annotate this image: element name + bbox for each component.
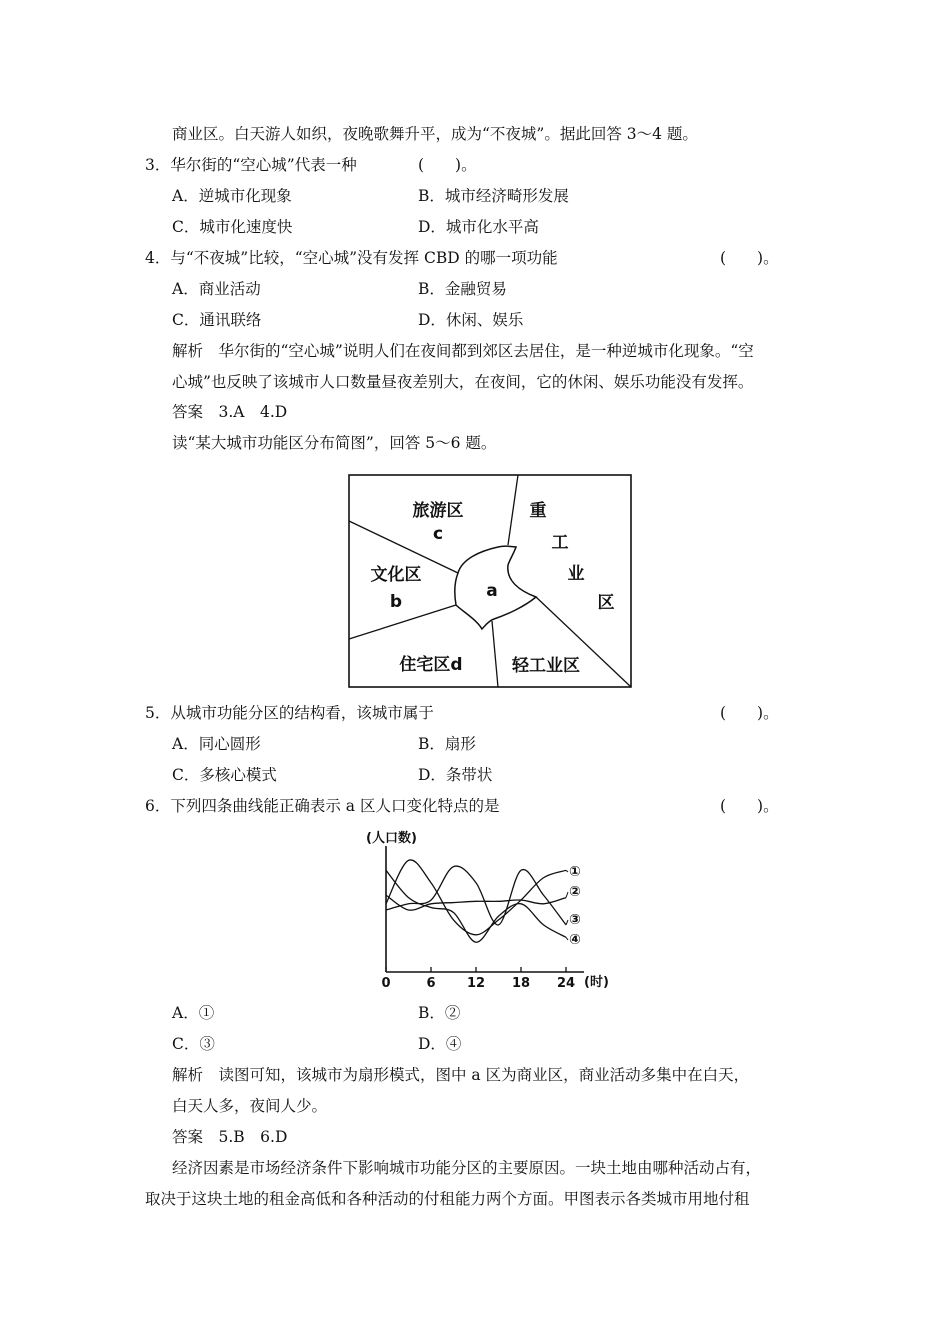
- chart-x-tick-label: 6: [426, 976, 436, 991]
- chart-x-tick-label: 0: [381, 976, 391, 991]
- map-label-heavy-1: 重: [529, 501, 547, 521]
- question-6-option-b: B．②: [418, 1004, 461, 1022]
- question-3-option-d: D．城市化水平高: [418, 218, 539, 236]
- chart-series-leader-2: [566, 892, 568, 898]
- question-4-option-a: A．商业活动: [172, 280, 261, 298]
- question-5-option-c: C．多核心模式: [172, 766, 277, 784]
- question-4-option-b: B．金融贸易: [418, 280, 507, 298]
- analysis-56-line2: 白天人多，夜间人少。: [172, 1097, 328, 1115]
- chart-series-line-1: [386, 860, 566, 935]
- population-chart: [362, 826, 612, 996]
- paragraph-line2: 取决于这块土地的租金高低和各种活动的付租能力两个方面。甲图表示各类城市用地付租: [145, 1190, 750, 1208]
- question-3-option-b: B．城市经济畸形发展: [418, 187, 569, 205]
- chart-series-label-3: ③: [569, 912, 581, 928]
- map-label-light-industry: 轻工业区: [512, 656, 580, 676]
- question-4-option-d: D．休闲、娱乐: [418, 311, 524, 329]
- chart-series-label-4: ④: [569, 932, 581, 948]
- chart-series-leader-1: [566, 870, 568, 872]
- map-label-center-code: a: [486, 581, 498, 601]
- map-label-heavy-3: 业: [567, 564, 585, 584]
- question-4-stem: 4．与“不夜城”比较，“空心城”没有发挥 CBD 的哪一项功能: [145, 249, 558, 267]
- answer-56: 答案 5.B 6.D: [172, 1128, 288, 1146]
- chart-x-tick-label: 18: [511, 976, 531, 991]
- chart-series-line-3: [386, 866, 566, 925]
- analysis-34-line1: 解析 华尔街的“空心城”说明人们在夜间都到郊区去居住，是一种逆城市化现象。“空: [172, 342, 754, 360]
- city-function-map: [346, 473, 634, 690]
- question-3-stem: 3．华尔街的“空心城”代表一种: [145, 156, 357, 174]
- analysis-56-line1: 解析 读图可知，该城市为扇形模式，图中 a 区为商业区，商业活动多集中在白天，: [172, 1066, 750, 1084]
- map-label-culture: 文化区: [370, 565, 422, 585]
- question-3-option-a: A．逆城市化现象: [172, 187, 292, 205]
- paragraph-line1: 经济因素是市场经济条件下影响城市功能分区的主要原因。一块土地由哪种活动占有，: [172, 1159, 762, 1177]
- map-label-tourism-code: c: [432, 524, 444, 544]
- question-5-option-b: B．扇形: [418, 735, 476, 753]
- question-6-option-c: C．③: [172, 1035, 215, 1053]
- map-label-residential: 住宅区d: [399, 655, 463, 675]
- question-4-option-c: C．通讯联络: [172, 311, 262, 329]
- question-6-stem: 6．下列四条曲线能正确表示 a 区人口变化特点的是: [145, 797, 500, 815]
- question-6-option-a: A．①: [172, 1004, 215, 1022]
- chart-x-tick-label: 12: [466, 976, 486, 991]
- question-4-paren: ( )。: [720, 249, 779, 267]
- read-map-instruction: 读“某大城市功能区分布简图”，回答 5～6 题。: [172, 434, 497, 452]
- question-5-option-d: D．条带状: [418, 766, 493, 784]
- map-label-culture-code: b: [389, 592, 403, 612]
- map-label-tourism: 旅游区: [412, 501, 464, 521]
- answer-34: 答案 3.A 4.D: [172, 403, 288, 421]
- question-5-stem: 5．从城市功能分区的结构看，该城市属于: [145, 704, 434, 722]
- map-label-heavy-2: 工: [551, 533, 569, 553]
- chart-series-leader-4: [566, 937, 568, 940]
- question-5-paren: ( )。: [720, 704, 779, 722]
- question-3-paren: ( )。: [418, 156, 477, 174]
- analysis-34-line2: 心城”也反映了该城市人口数量昼夜差别大，在夜间，它的休闲、娱乐功能没有发挥。: [172, 373, 754, 391]
- map-label-heavy-4: 区: [597, 593, 615, 613]
- question-6-paren: ( )。: [720, 797, 779, 815]
- chart-series-leader-3: [566, 920, 568, 925]
- chart-series-label-2: ②: [569, 884, 581, 900]
- question-3-option-c: C．城市化速度快: [172, 218, 293, 236]
- chart-ylabel: (人口数): [366, 831, 417, 846]
- question-6-option-d: D．④: [418, 1035, 462, 1053]
- chart-x-tick-label: 24: [556, 976, 576, 991]
- intro-text: 商业区。白天游人如织，夜晚歌舞升平，成为“不夜城”。据此回答 3～4 题。: [172, 125, 698, 143]
- chart-series-label-1: ①: [569, 864, 581, 880]
- question-5-option-a: A．同心圆形: [172, 735, 261, 753]
- chart-series-line-2: [386, 895, 566, 910]
- chart-xlabel: (时): [584, 975, 609, 990]
